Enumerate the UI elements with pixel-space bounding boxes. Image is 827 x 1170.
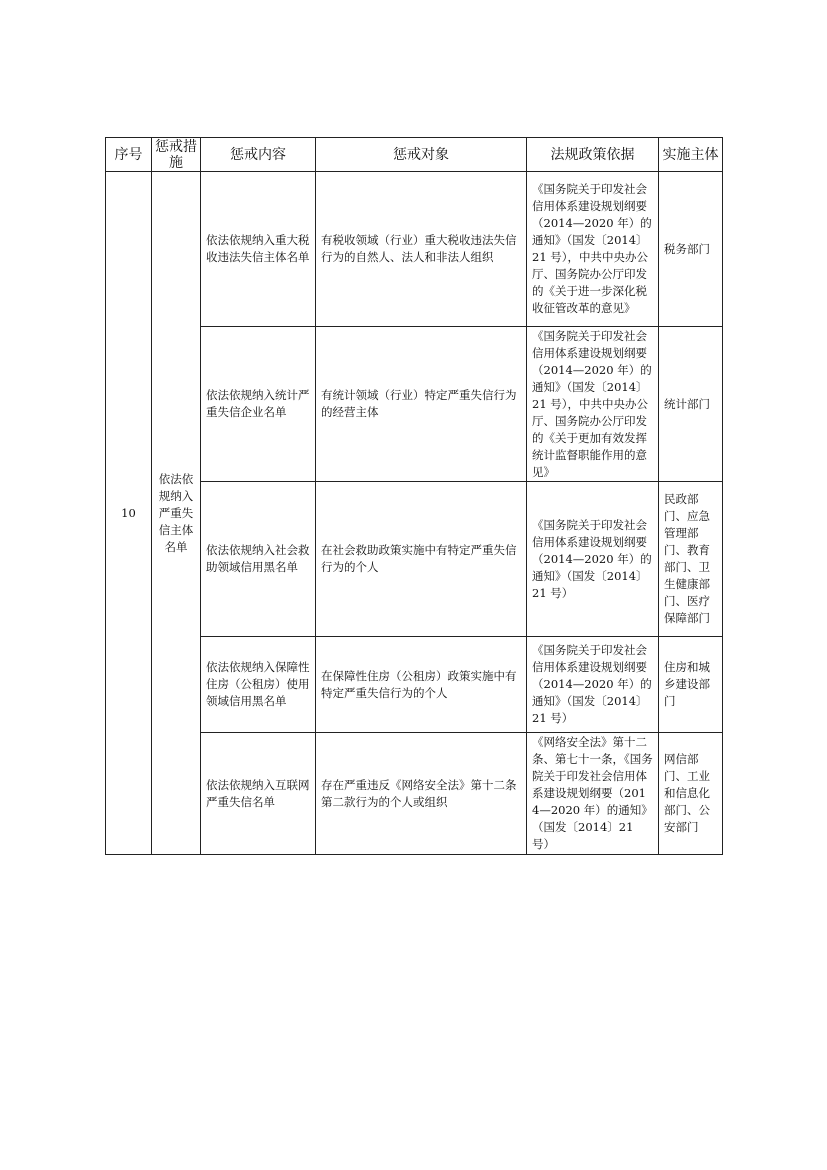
header-content: 惩戒内容 (201, 138, 316, 172)
object-cell: 在社会救助政策实施中有特定严重失信行为的个人 (316, 482, 527, 637)
header-basis: 法规政策依据 (527, 138, 659, 172)
basis-cell: 《国务院关于印发社会信用体系建设规划纲要（2014—2020 年）的通知》（国发〔2014〕21 号） (527, 482, 659, 637)
header-object: 惩戒对象 (316, 138, 527, 172)
content-cell: 依法依规纳入互联网严重失信名单 (201, 733, 316, 855)
basis-cell: 《国务院关于印发社会信用体系建设规划纲要（2014—2020 年）的通知》（国发〔2014〕21 号），中共中央办公厅、国务院办公厅印发的《关于进一步深化税收征管改革的意见》 (527, 172, 659, 327)
agency-cell: 统计部门 (659, 327, 723, 482)
header-seq: 序号 (106, 138, 152, 172)
content-cell: 依法依规纳入保障性住房（公租房）使用领域信用黑名单 (201, 637, 316, 733)
content-cell: 依法依规纳入社会救助领域信用黑名单 (201, 482, 316, 637)
object-cell: 存在严重违反《网络安全法》第十二条第二款行为的个人或组织 (316, 733, 527, 855)
basis-cell: 《国务院关于印发社会信用体系建设规划纲要（2014—2020 年）的通知》（国发〔2014〕21 号） (527, 637, 659, 733)
agency-cell: 税务部门 (659, 172, 723, 327)
agency-cell: 网信部门、工业和信息化部门、公安部门 (659, 733, 723, 855)
header-agency: 实施主体 (659, 138, 723, 172)
seq-cell: 10 (106, 172, 152, 855)
table-header-row (106, 138, 723, 172)
object-cell: 有统计领域（行业）特定严重失信行为的经营主体 (316, 327, 527, 482)
content-cell: 依法依规纳入重大税收违法失信主体名单 (201, 172, 316, 327)
object-cell: 在保障性住房（公租房）政策实施中有特定严重失信行为的个人 (316, 637, 527, 733)
basis-cell: 《国务院关于印发社会信用体系建设规划纲要（2014—2020 年）的通知》（国发〔2014〕21 号），中共中央办公厅、国务院办公厅印发的《关于更加有效发挥统计监督职能作用的意见》 (527, 327, 659, 482)
table-row (106, 172, 723, 327)
object-cell: 有税收领域（行业）重大税收违法失信行为的自然人、法人和非法人组织 (316, 172, 527, 327)
punishment-table (105, 137, 723, 855)
content-cell: 依法依规纳入统计严重失信企业名单 (201, 327, 316, 482)
measure-cell: 依法依规纳入严重失信主体名单 (152, 172, 201, 855)
basis-cell: 《网络安全法》第十二条、第七十一条，《国务院关于印发社会信用体系建设规划纲要（2014—2020 年）的通知》（国发〔2014〕21 号） (527, 733, 659, 855)
agency-cell: 住房和城乡建设部门 (659, 637, 723, 733)
agency-cell: 民政部门、应急管理部门、教育部门、卫生健康部门、医疗保障部门 (659, 482, 723, 637)
header-measure: 惩戒措施 (152, 138, 201, 172)
